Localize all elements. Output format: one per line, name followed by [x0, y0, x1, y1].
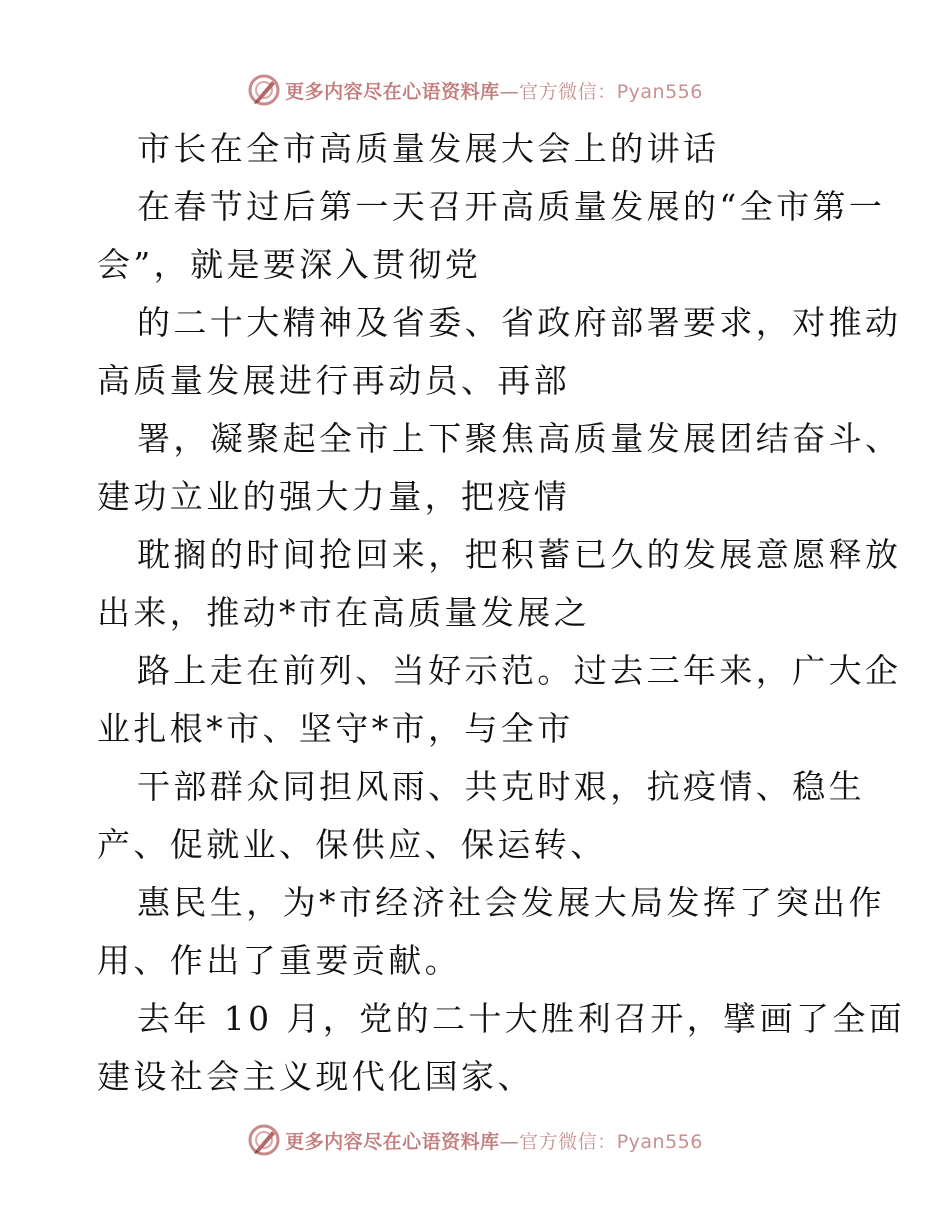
text-line: 建设社会主义现代化国家、 — [97, 1057, 534, 1096]
header-watermark — [0, 72, 950, 108]
text-line: 在春节过后第一天召开高质量发展的“全市第一 — [137, 187, 886, 226]
text-line: 产、促就业、保供应、保运转、 — [97, 825, 607, 864]
footer-watermark — [0, 1122, 950, 1158]
watermark-text — [285, 1127, 703, 1154]
text-line: 惠民生，为*市经济社会发展大局发挥了突出作 — [137, 883, 885, 922]
text-line: 建功立业的强大力量，把疫情 — [97, 477, 571, 516]
watermark-separator: — — [499, 1130, 520, 1153]
text-line: 高质量发展进行再动员、再部 — [97, 361, 571, 400]
watermark-wechat-label: 官方微信： — [519, 1130, 617, 1153]
watermark-wechat-id: Pyan556 — [616, 1130, 703, 1153]
text-line: 署，凝聚起全市上下聚焦高质量发展团结奋斗、 — [137, 419, 902, 458]
watermark-wechat-label: 官方微信： — [519, 80, 617, 103]
document-title: 市长在全市高质量发展大会上的讲话 — [137, 129, 720, 168]
text-line: 去年 10 月，党的二十大胜利召开，擘画了全面 — [137, 999, 906, 1038]
text-line: 出来，推动*市在高质量发展之 — [97, 593, 591, 632]
text-line: 干部群众同担风雨、共克时艰，抗疫情、稳生 — [137, 767, 865, 806]
watermark-wechat-id: Pyan556 — [616, 80, 703, 103]
watermark-separator: — — [499, 80, 520, 103]
text-line: 业扎根*市、坚守*市，与全市 — [97, 709, 574, 748]
text-line: 会”，就是要深入贯彻党 — [97, 245, 482, 284]
watermark-brand: 更多内容尽在心语资料库 — [285, 1130, 500, 1153]
pen-logo-icon — [247, 1123, 281, 1157]
pen-logo-icon — [247, 73, 281, 107]
text-line: 的二十大精神及省委、省政府部署要求，对推动 — [137, 303, 902, 342]
text-line: 路上走在前列、当好示范。过去三年来，广大企 — [137, 651, 902, 690]
document-body — [97, 120, 906, 1106]
text-line: 用、作出了重要贡献。 — [97, 941, 461, 980]
watermark-text — [285, 77, 703, 104]
text-line: 耽搁的时间抢回来，把积蓄已久的发展意愿释放 — [137, 535, 902, 574]
watermark-brand: 更多内容尽在心语资料库 — [285, 80, 500, 103]
